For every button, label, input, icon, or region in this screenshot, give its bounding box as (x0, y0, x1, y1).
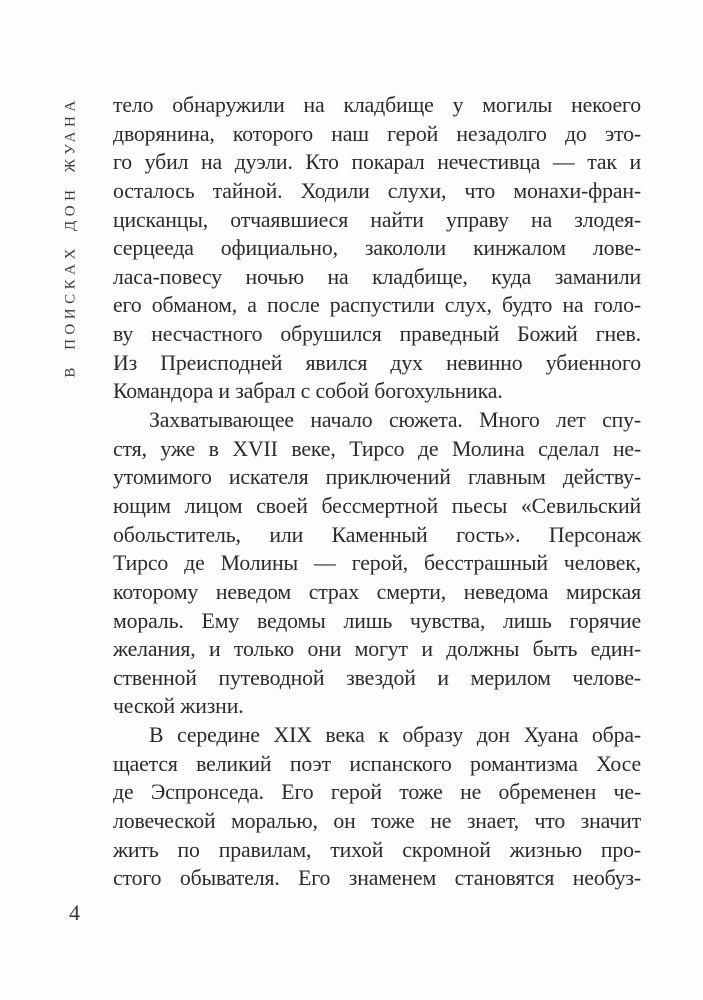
text-line: ласа-повесу ночью на кладбище, куда заманили (113, 264, 641, 289)
body-text (113, 91, 641, 893)
text-line: его обманом, а после распустили слух, будто на голо- (113, 293, 641, 318)
text-line: стого обывателя. Его знаменем становятся необуз- (113, 866, 641, 891)
text-line: осталось тайной. Ходили слухи, что монахи-фран- (113, 178, 641, 203)
text-line: де Эспронседа. Его герой тоже не обременен че- (113, 780, 641, 805)
text-line: Командора и забрал с собой богохульника. (113, 379, 503, 404)
text-line: Тирсо де Молины — герой, бесстрашный человек, (113, 551, 641, 576)
text-line: го убил на дуэли. Кто покарал нечестивца — так и (113, 150, 641, 175)
text-line: обольститель, или Каменный гость». Персонаж (113, 522, 641, 547)
text-line: щается великий поэт испанского романтизма Хосе (113, 751, 641, 776)
text-line: дворянина, которого наш герой незадолго до это- (113, 121, 641, 146)
text-line: Из Преисподней явился дух невинно убиенного (113, 350, 641, 375)
text-line: стя, уже в XVII веке, Тирсо де Молина сделал не- (113, 436, 641, 461)
text-line: ву несчастного обрушился праведный Божий гнев. (113, 322, 641, 347)
text-line: цисканцы, отчаявшиеся найти управу на злодея- (113, 207, 641, 232)
text-line: утомимого искателя приключений главным действу- (113, 465, 641, 490)
text-line: тело обнаружили на кладбище у могилы некоего (113, 93, 641, 117)
text-line: желания, и только они могут и должны быть един- (113, 637, 641, 662)
text-line: которому неведом страх смерти, неведома мирская (113, 579, 641, 604)
page-number: 4 (69, 900, 80, 925)
running-head-text: В ПОИСКАХ ДОН ЖУАНА (62, 96, 79, 378)
text-line: В середине XIX века к образу дон Хуана обра- (149, 723, 641, 748)
text-line: ющим лицом своей бессмертной пьесы «Севильский (113, 493, 641, 518)
text-line: серцееда официально, закололи кинжалом лове- (113, 236, 641, 261)
text-line: ственной путеводной звездой и мерилом челове- (113, 665, 641, 690)
text-line: мораль. Ему ведомы лишь чувства, лишь горячие (113, 608, 641, 633)
text-line: ловеческой моралью, он тоже не знает, что значит (113, 809, 641, 834)
text-line: Захватывающее начало сюжета. Много лет спу- (149, 408, 641, 433)
text-line: ческой жизни. (113, 694, 244, 719)
running-head (56, 93, 86, 381)
text-line: жить по правилам, тихой скромной жизнью про- (113, 837, 641, 862)
